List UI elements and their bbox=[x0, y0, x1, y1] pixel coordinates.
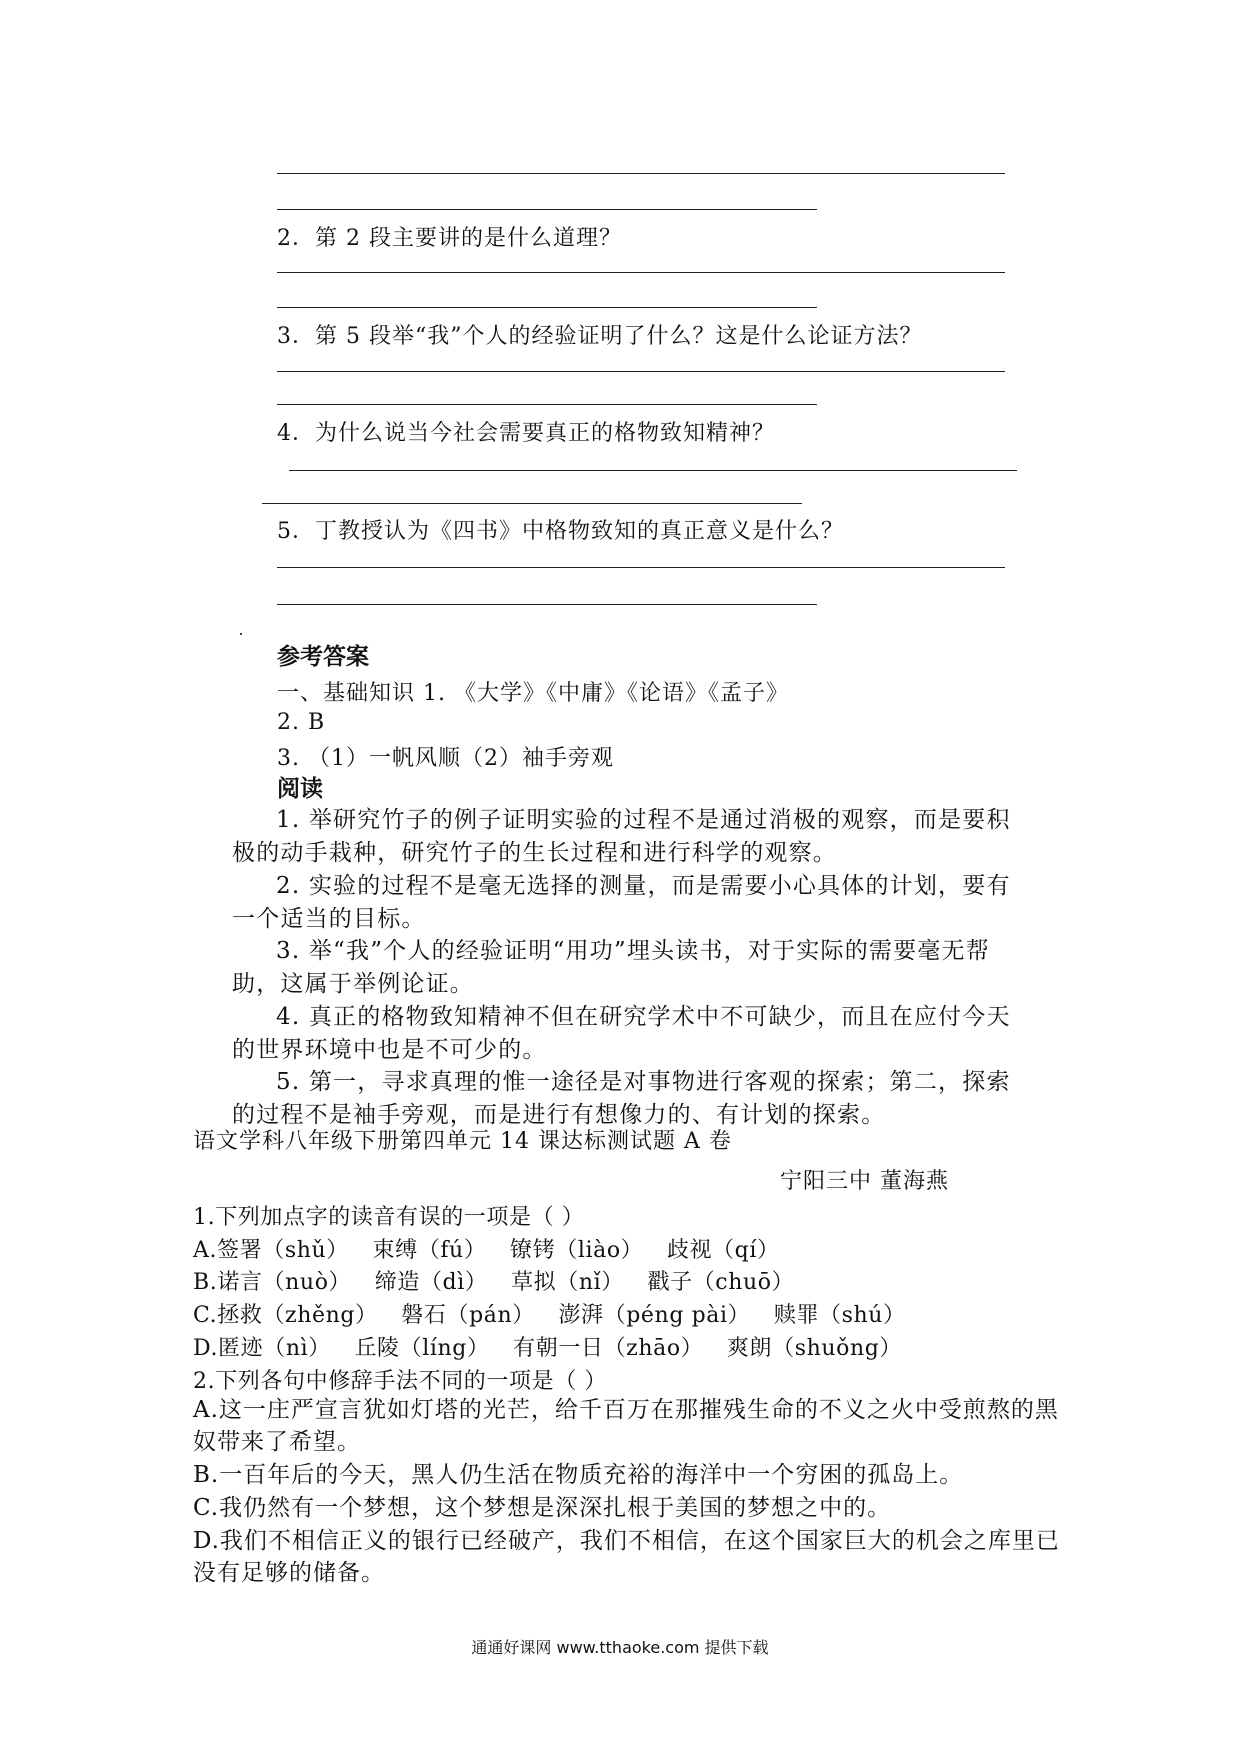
reading-answer-3 bbox=[232, 935, 1022, 1001]
answer-blank-line bbox=[277, 404, 817, 405]
option-item: 丘陵（líng） bbox=[354, 1336, 490, 1361]
option-item: 澎湃（péng pài） bbox=[558, 1303, 751, 1328]
exam-title: 语文学科八年级下册第四单元 14 课达标测试题 A 卷 bbox=[193, 1129, 732, 1154]
option-item: C.拯救（zhěng） bbox=[193, 1303, 378, 1328]
option-item: 草拟（nǐ） bbox=[511, 1270, 624, 1295]
option-item: 爽朗（shuǒng） bbox=[726, 1336, 903, 1361]
option-item: A.签署（shǔ） bbox=[193, 1238, 349, 1263]
reading-answer-text: 3. 举“我”个人的经验证明“用功”埋头读书，对于实际的需要毫无帮助，这属于举例论证。 bbox=[232, 938, 990, 997]
answer-basic-2: 2. B bbox=[277, 710, 326, 735]
answer-blank-line bbox=[277, 371, 1005, 372]
answer-basic-3: 3. （1）一帆风顺（2）袖手旁观 bbox=[277, 746, 614, 771]
answers-title: 参考答案 bbox=[277, 643, 369, 670]
exam-question-2-stem: 2.下列各句中修辞手法不同的一项是（ ） bbox=[193, 1369, 607, 1394]
exam-question-1-stem: 1.下列加点字的读音有误的一项是（ ） bbox=[193, 1205, 585, 1230]
answer-blank-line bbox=[289, 470, 1017, 471]
answer-blank-line bbox=[262, 503, 802, 504]
reading-answer-1 bbox=[232, 804, 1022, 870]
option-item: 缔造（dì） bbox=[374, 1270, 488, 1295]
answer-blank-line bbox=[277, 567, 1005, 568]
question-text: 为什么说当今社会需要真正的格物致知精神？ bbox=[315, 421, 776, 446]
answer-basic-1: 一、基础知识 1. 《大学》《中庸》《论语》《孟子》 bbox=[277, 681, 789, 706]
footer-download-note: 通通好课网 www.tthaoke.com 提供下载 bbox=[471, 1638, 769, 1657]
option-item: D.匿迹（nì） bbox=[193, 1336, 331, 1361]
answer-blank-line bbox=[277, 604, 817, 605]
reading-answer-text: 2. 实验的过程不是毫无选择的测量，而是需要小心具体的计划，要有一个适当的目标。 bbox=[232, 873, 1011, 932]
question-number: 3． bbox=[277, 324, 315, 349]
exam-q1-option-d bbox=[193, 1331, 902, 1362]
reading-answer-2 bbox=[232, 870, 1022, 936]
answer-blank-line bbox=[277, 209, 817, 210]
scan-speck bbox=[240, 633, 242, 635]
exam-author: 宁阳三中 董海燕 bbox=[780, 1169, 949, 1194]
exam-q1-option-a bbox=[193, 1233, 780, 1264]
question-5 bbox=[277, 514, 844, 545]
option-item: 歧视（qí） bbox=[666, 1238, 780, 1263]
exam-q2-option-a: A.这一庄严宣言犹如灯塔的光芒，给千百万在那摧残生命的不义之火中受煎熬的黑奴带来了希望。 bbox=[193, 1397, 1059, 1455]
reading-answer-text: 4. 真正的格物致知精神不但在研究学术中不可缺少，而且在应付今天的世界环境中也是不可少的。 bbox=[232, 1004, 1011, 1063]
option-item: 镣铐（liào） bbox=[510, 1238, 644, 1263]
question-text: 第 2 段主要讲的是什么道理？ bbox=[315, 226, 622, 251]
reading-answer-text: 5. 第一，寻求真理的惟一途径是对事物进行客观的探索；第二，探索的过程不是袖手旁观，而是进行有想像力的、有计划的探索。 bbox=[232, 1069, 1011, 1128]
option-item: 赎罪（shú） bbox=[773, 1303, 906, 1328]
exam-q2-option-c: C.我仍然有一个梦想，这个梦想是深深扎根于美国的梦想之中的。 bbox=[193, 1495, 892, 1521]
exam-q1-option-c bbox=[193, 1298, 906, 1329]
question-2 bbox=[277, 221, 622, 252]
reading-title: 阅读 bbox=[277, 775, 323, 802]
option-item: 磐石（pán） bbox=[401, 1303, 535, 1328]
exam-q2-option-d: D.我们不相信正义的银行已经破产，我们不相信，在这个国家巨大的机会之库里已没有足够的储备。 bbox=[193, 1528, 1060, 1586]
reading-answer-4 bbox=[232, 1001, 1022, 1067]
option-item: 束缚（fú） bbox=[372, 1238, 487, 1263]
question-3 bbox=[277, 319, 922, 350]
question-text: 丁教授认为《四书》中格物致知的真正意义是什么？ bbox=[315, 519, 845, 544]
exam-q2-option-b: B.一百年后的今天，黑人仍生活在物质充裕的海洋中一个穷困的孤岛上。 bbox=[193, 1462, 964, 1488]
question-number: 4． bbox=[277, 421, 315, 446]
question-number: 5． bbox=[277, 519, 315, 544]
answer-blank-line bbox=[277, 173, 1005, 174]
option-item: B.诺言（nuò） bbox=[193, 1270, 352, 1295]
option-item: 戳子（chuō） bbox=[647, 1270, 795, 1295]
reading-answer-text: 1. 举研究竹子的例子证明实验的过程不是通过消极的观察，而是要积极的动手栽种，研究竹子的生长过程和进行科学的观察。 bbox=[232, 807, 1011, 866]
exam-q1-option-b bbox=[193, 1265, 794, 1296]
question-number: 2． bbox=[277, 226, 315, 251]
answer-blank-line bbox=[277, 307, 817, 308]
reading-answer-5 bbox=[232, 1066, 1022, 1132]
question-text: 第 5 段举“我”个人的经验证明了什么？这是什么论证方法？ bbox=[315, 324, 923, 349]
answer-blank-line bbox=[277, 272, 1005, 273]
option-item: 有朝一日（zhāo） bbox=[513, 1336, 704, 1361]
question-4 bbox=[277, 416, 775, 447]
